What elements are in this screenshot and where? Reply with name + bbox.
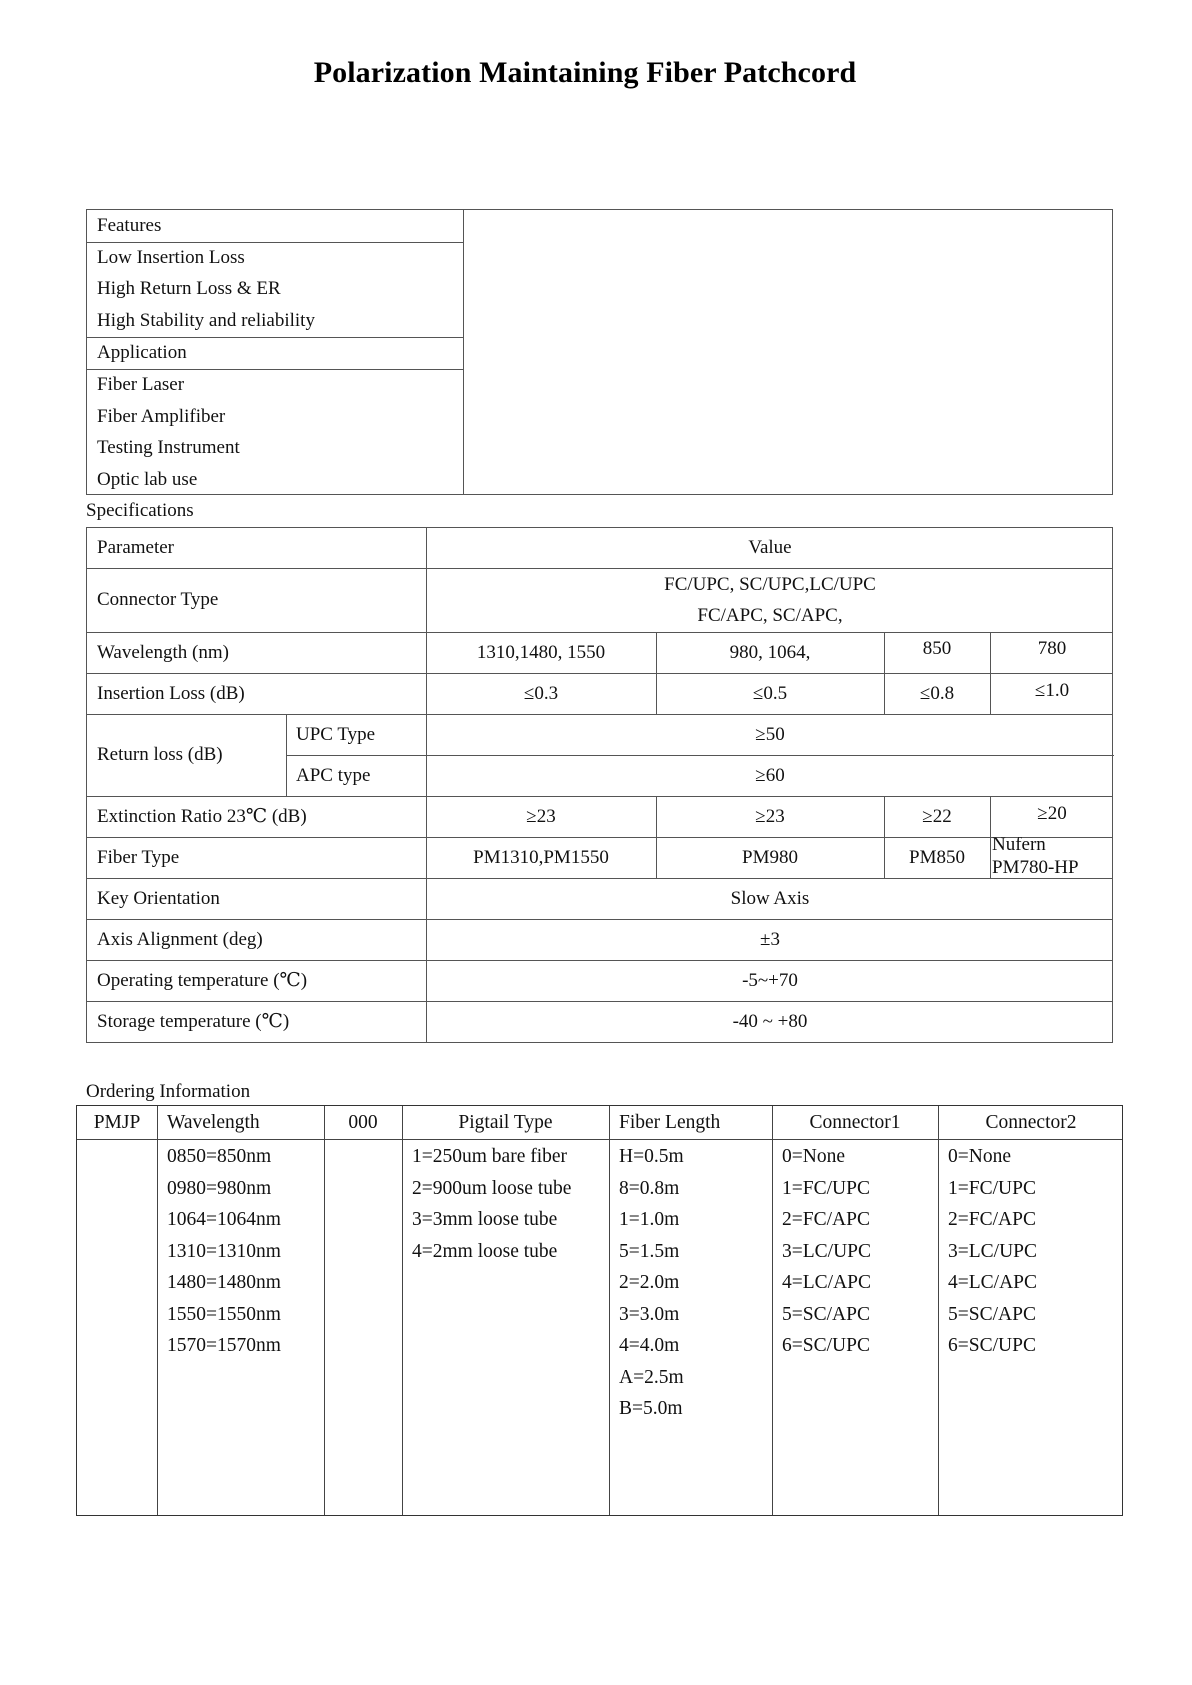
extinction-ratio-value: ≥23 (526, 805, 556, 827)
wavelength-value: 780 (1037, 637, 1067, 659)
ordering-table (76, 1105, 1123, 1516)
wavelength-label: Wavelength (nm) (97, 641, 229, 663)
connector1-options (772, 1141, 871, 1362)
features-header: Features (97, 215, 162, 236)
header-fiber-length: Fiber Length (619, 1111, 721, 1133)
connector-type-line2: FC/APC, SC/APC, (697, 605, 843, 626)
fiber-length-option: 8=0.8m (619, 1177, 680, 1199)
features-application-box (86, 209, 1113, 495)
connector1-option: 3=LC/UPC (782, 1240, 872, 1262)
connector2-options (938, 1141, 1037, 1362)
connector2-option: 1=FC/UPC (948, 1177, 1036, 1199)
pigtail-option: 3=3mm loose tube (412, 1209, 558, 1230)
wavelength-option: 1480=1480nm (167, 1272, 281, 1293)
connector2-option: 5=SC/APC (948, 1303, 1036, 1325)
feature-item: High Stability and reliability (97, 309, 315, 331)
fiber-length-option: A=2.5m (619, 1366, 684, 1388)
specifications-label: Specifications (86, 500, 194, 521)
insertion-loss-value: ≤0.8 (919, 682, 955, 704)
operating-temperature-value: -5~+70 (742, 969, 798, 991)
connector-type-label: Connector Type (97, 589, 219, 610)
wavelength-option: 1064=1064nm (167, 1209, 281, 1230)
axis-alignment-label: Axis Alignment (deg) (97, 928, 263, 950)
connector2-option: 2=FC/APC (948, 1209, 1036, 1230)
application-item: Fiber Amplifiber (97, 405, 226, 427)
extinction-ratio-label: Extinction Ratio 23℃ (dB) (97, 805, 307, 827)
application-item: Fiber Laser (97, 374, 185, 395)
pigtail-option: 1=250um bare fiber (412, 1146, 568, 1167)
insertion-loss-value: ≤1.0 (1034, 679, 1070, 701)
connector2-option: 6=SC/UPC (948, 1335, 1036, 1356)
extinction-ratio-value: ≥23 (755, 805, 785, 827)
header-connector1: Connector1 (809, 1111, 901, 1133)
key-orientation-value: Slow Axis (730, 887, 810, 909)
key-orientation-label: Key Orientation (97, 887, 220, 909)
storage-temperature-value: -40 ~ +80 (732, 1010, 808, 1032)
insertion-loss-value: ≤0.3 (523, 682, 559, 704)
fiber-type-value: PM850 (909, 846, 965, 868)
header-value: Value (748, 537, 792, 558)
connector1-option: 1=FC/UPC (782, 1177, 870, 1199)
pigtail-option: 2=900um loose tube (412, 1177, 572, 1199)
pigtail-option: 4=2mm loose tube (412, 1240, 558, 1262)
operating-temperature-label: Operating temperature (℃) (97, 969, 308, 991)
header-wavelength: Wavelength (167, 1111, 260, 1133)
connector1-option: 6=SC/UPC (782, 1335, 870, 1356)
header-divider (77, 1139, 1122, 1140)
page-title: Polarization Maintaining Fiber Patchcord (313, 56, 857, 89)
fiber-length-option: 3=3.0m (619, 1303, 680, 1325)
return-loss-label: Return loss (dB) (97, 744, 223, 765)
fiber-length-option: H=0.5m (619, 1146, 684, 1167)
fiber-type-label: Fiber Type (97, 846, 180, 868)
column-divider (324, 1106, 325, 1515)
fiber-length-option: 5=1.5m (619, 1240, 680, 1262)
connector2-option: 3=LC/UPC (948, 1240, 1038, 1262)
extinction-ratio-value: ≥20 (1037, 802, 1067, 824)
connector2-option: 0=None (948, 1146, 1011, 1167)
pigtail-options (402, 1141, 571, 1267)
fiber-length-option: 4=4.0m (619, 1335, 680, 1356)
connector1-option: 4=LC/APC (782, 1272, 872, 1293)
feature-item: High Return Loss & ER (97, 278, 281, 299)
features-column (87, 210, 464, 494)
wavelength-value: 1310,1480, 1550 (476, 641, 606, 663)
wavelength-option: 0980=980nm (167, 1177, 272, 1199)
extinction-ratio-value: ≥22 (922, 805, 952, 827)
wavelength-options (157, 1141, 281, 1362)
insertion-loss-value: ≤0.5 (752, 682, 788, 704)
feature-item: Low Insertion Loss (97, 246, 245, 268)
header-parameter: Parameter (97, 537, 175, 558)
wavelength-value: 980, 1064, (729, 641, 811, 663)
fiber-type-value: PM1310,PM1550 (473, 846, 609, 868)
wavelength-option: 1570=1570nm (167, 1335, 281, 1356)
header-pmjp: PMJP (93, 1111, 141, 1133)
header-connector2: Connector2 (985, 1111, 1077, 1133)
fiber-length-option: 2=2.0m (619, 1272, 680, 1293)
application-item: Testing Instrument (97, 437, 240, 458)
fiber-type-nufern-line1: Nufern (992, 837, 1046, 855)
fiber-length-option: B=5.0m (619, 1398, 683, 1419)
upc-type-label: UPC Type (296, 723, 376, 745)
ordering-information-label: Ordering Information (86, 1081, 251, 1102)
connector1-option: 5=SC/APC (782, 1303, 870, 1325)
connector-type-line1: FC/UPC, SC/UPC,LC/UPC (664, 574, 876, 595)
apc-type-value: ≥60 (755, 764, 785, 786)
wavelength-value: 850 (922, 637, 952, 659)
application-item: Optic lab use (97, 468, 198, 490)
application-header: Application (97, 342, 187, 363)
header-pigtail-type: Pigtail Type (458, 1111, 553, 1133)
specifications-table (86, 527, 1113, 1043)
fiber-type-nufern-line2: PM780-HP (992, 857, 1079, 878)
fiber-type-value-nufern (990, 837, 1114, 878)
connector1-option: 0=None (782, 1146, 845, 1167)
fiber-type-value: PM980 (742, 846, 798, 868)
connector1-option: 2=FC/APC (782, 1209, 870, 1230)
wavelength-option: 1310=1310nm (167, 1240, 281, 1262)
connector2-option: 4=LC/APC (948, 1272, 1038, 1293)
apc-type-label: APC type (296, 764, 371, 786)
storage-temperature-label: Storage temperature (℃) (97, 1010, 290, 1032)
connector-type-value (426, 568, 1114, 632)
header-000: 000 (348, 1111, 378, 1133)
wavelength-option: 1550=1550nm (167, 1303, 281, 1325)
upc-type-value: ≥50 (755, 723, 785, 745)
axis-alignment-value: ±3 (760, 928, 780, 950)
fiber-length-option: 1=1.0m (619, 1209, 680, 1230)
wavelength-option: 0850=850nm (167, 1146, 272, 1167)
fiber-length-options (609, 1141, 684, 1425)
insertion-loss-label: Insertion Loss (dB) (97, 682, 245, 704)
